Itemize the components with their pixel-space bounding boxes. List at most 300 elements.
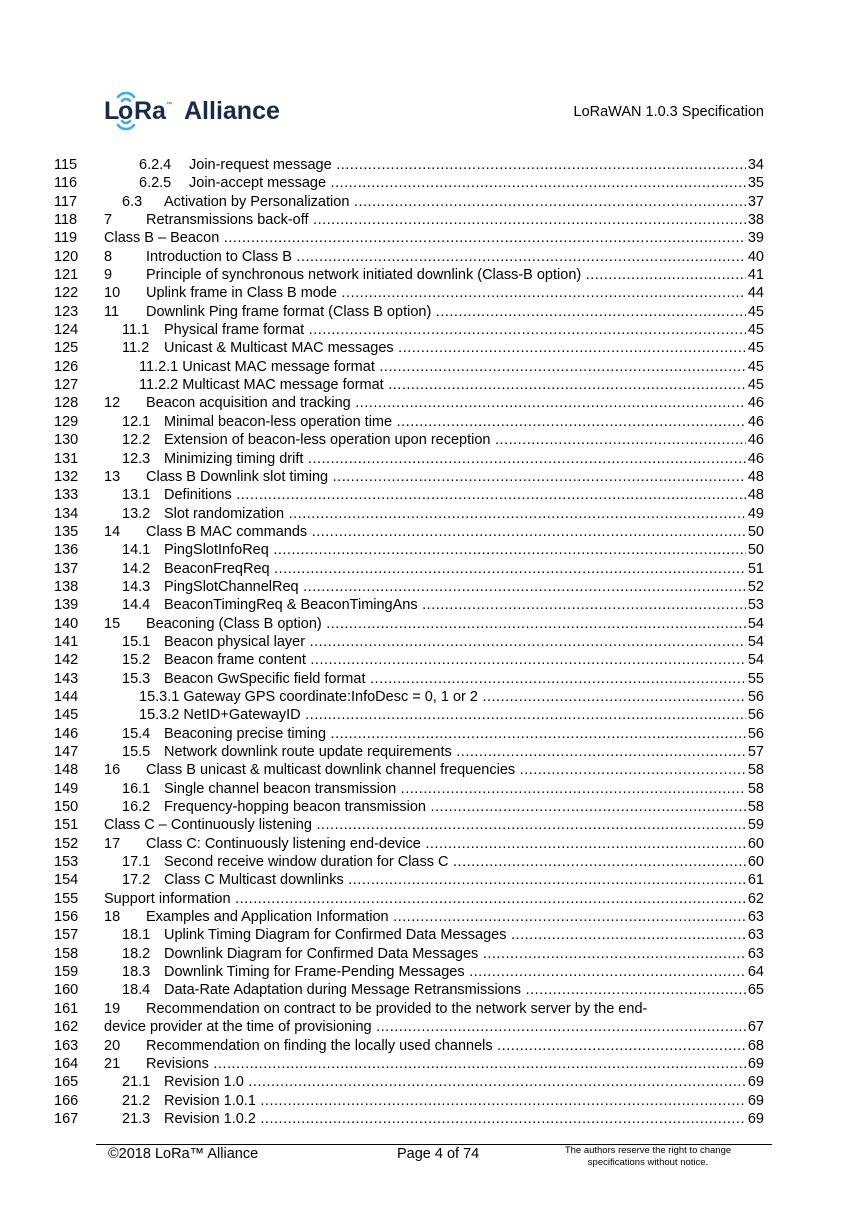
toc-entry[interactable]: [139, 706, 764, 724]
section-title: Frequency-hopping beacon transmission: [164, 799, 426, 816]
toc-entry-title: [104, 303, 746, 321]
page-ref: 46: [747, 450, 764, 467]
svg-text:Alliance: Alliance: [184, 97, 280, 125]
toc-entry-title: [122, 945, 746, 963]
line-number: 156: [54, 909, 79, 926]
section-number: 15.3: [122, 670, 151, 687]
toc-row: [0, 560, 868, 578]
toc-entry[interactable]: [122, 596, 764, 614]
section-title: Recommendation on contract to be provided to the network server by the end-: [146, 1000, 648, 1017]
toc-entry[interactable]: [104, 229, 764, 247]
line-number: 151: [54, 817, 79, 834]
section-number: 15.5: [122, 744, 151, 760]
toc-entry[interactable]: [104, 303, 764, 321]
page-ref: 57: [747, 744, 764, 760]
toc-entry-title: [139, 156, 746, 174]
toc-entry[interactable]: [122, 981, 764, 999]
section-title: Single channel beacon transmission: [164, 780, 397, 797]
toc-entry-title: [122, 1092, 746, 1110]
toc-row: [0, 743, 868, 761]
line-number: 139: [54, 597, 79, 614]
section-number: 17.1: [122, 854, 151, 871]
toc-entry[interactable]: [122, 1073, 764, 1091]
section-title: Network downlink route update requirements: [164, 744, 452, 760]
section-title: Uplink frame in Class B mode: [146, 285, 337, 302]
toc-row: [0, 174, 868, 192]
toc-row: [0, 303, 868, 321]
section-title: Downlink Diagram for Confirmed Data Messages: [164, 945, 479, 962]
toc-entry[interactable]: [122, 945, 764, 963]
page-ref: 62: [747, 890, 764, 907]
toc-entry[interactable]: [122, 450, 764, 468]
toc-entry-title: [122, 743, 746, 761]
toc-entry[interactable]: [122, 560, 764, 578]
toc-row: [0, 706, 868, 724]
section-title: Minimizing timing drift: [164, 450, 304, 467]
page-ref: 67: [747, 1019, 764, 1036]
toc-entry-title: [122, 651, 746, 669]
toc-entry-title: [122, 541, 746, 559]
toc-entry[interactable]: [104, 908, 764, 926]
toc-row: [0, 358, 868, 376]
footer-page-number: Page 4 of 74: [397, 1146, 480, 1162]
section-title: BeaconFreqReq: [164, 560, 270, 577]
toc-entry-title: [104, 523, 746, 541]
section-title: Revision 1.0.1: [164, 1092, 256, 1109]
toc-entry-title: [122, 633, 746, 651]
toc-entry-title: [122, 871, 746, 889]
toc-entry-title: [122, 596, 746, 614]
toc-row: [0, 596, 868, 614]
toc-entry[interactable]: [122, 321, 764, 339]
toc-entry-title: [122, 1110, 746, 1128]
line-number: 126: [54, 358, 79, 375]
toc-row: [0, 1110, 868, 1128]
section-title: Class C – Continuously listening: [104, 817, 312, 834]
lora-alliance-logo: [104, 88, 304, 134]
line-number: 147: [54, 744, 79, 760]
section-number: 21.1: [122, 1074, 151, 1091]
page-ref: 58: [747, 762, 764, 779]
page-ref: 50: [747, 542, 764, 559]
toc-entry[interactable]: [122, 431, 764, 449]
toc-row: [0, 1037, 868, 1055]
toc-entry[interactable]: [122, 633, 764, 651]
section-title: Data-Rate Adaptation during Message Retransmissions: [164, 982, 522, 999]
toc-entry[interactable]: [104, 468, 764, 486]
section-title: Class B MAC commands: [146, 523, 308, 540]
page-ref: 41: [747, 267, 764, 284]
toc-entry[interactable]: [122, 670, 764, 688]
toc-entry-title: [104, 761, 746, 779]
line-number: 142: [54, 652, 79, 669]
toc-entry-title: [104, 1018, 746, 1036]
section-number: 6.2.4: [139, 157, 172, 173]
section-title: Beacon acquisition and tracking: [146, 395, 351, 412]
page-ref: 63: [747, 927, 764, 944]
line-number: 143: [54, 670, 79, 687]
page-ref: 52: [747, 578, 764, 595]
line-number: 167: [54, 1110, 79, 1127]
toc-entry-title: [122, 670, 746, 688]
toc-entry[interactable]: [122, 339, 764, 357]
footer-notice-line2: specifications without notice.: [587, 1156, 709, 1168]
line-number: 149: [54, 780, 79, 797]
section-number: 11.2: [122, 340, 150, 357]
section-title: Retransmissions back-off: [146, 212, 309, 229]
toc-row: [0, 926, 868, 944]
toc-entry-title: [122, 853, 746, 871]
page-ref: 50: [747, 523, 764, 540]
section-number: 21.3: [122, 1110, 151, 1127]
toc-entry[interactable]: [122, 651, 764, 669]
toc-entry[interactable]: [104, 248, 764, 266]
toc-entry[interactable]: [122, 798, 764, 816]
toc-entry-title: [122, 963, 746, 981]
page-ref: 34: [747, 157, 764, 173]
page-ref: 35: [747, 175, 764, 192]
toc-row: [0, 853, 868, 871]
line-number: 165: [54, 1074, 79, 1091]
toc-row: [0, 981, 868, 999]
toc-entry-title: [104, 248, 746, 266]
page-ref: 56: [747, 707, 764, 724]
section-title: PingSlotChannelReq: [164, 578, 299, 595]
page-ref: 64: [747, 964, 764, 981]
section-title: Examples and Application Information: [146, 909, 389, 926]
spec-title: LoRaWAN 1.0.3 Specification: [573, 104, 764, 120]
toc-entry-title: [122, 1073, 746, 1091]
section-title: Recommendation on finding the locally used channels: [146, 1037, 493, 1054]
line-number: 134: [54, 505, 79, 522]
svg-text:Ra: Ra: [134, 97, 166, 125]
toc-row: [0, 688, 868, 706]
toc-entry[interactable]: [122, 578, 764, 596]
toc-entry[interactable]: [104, 523, 764, 541]
toc-entry[interactable]: [122, 853, 764, 871]
line-number: 146: [54, 725, 79, 742]
toc-entry-title: [122, 981, 746, 999]
toc-entry[interactable]: [139, 174, 764, 192]
toc-entry[interactable]: [104, 1037, 764, 1055]
section-title: 15.3.1 Gateway GPS coordinate:InfoDesc = 0, 1 or 2: [139, 688, 478, 705]
section-number: 17.2: [122, 872, 151, 889]
section-title: Beaconing precise timing: [164, 725, 327, 742]
toc-entry-title: [104, 908, 746, 926]
section-title: Activation by Personalization: [164, 193, 350, 210]
line-number: 118: [54, 212, 78, 229]
toc-entry[interactable]: [139, 376, 764, 394]
section-title: Beacon GwSpecific field format: [164, 670, 366, 687]
toc-row: [0, 229, 868, 247]
section-number: 6.2.5: [139, 175, 172, 192]
footer-notice: [548, 1145, 748, 1168]
toc-row: [0, 1000, 868, 1018]
toc-entry[interactable]: [122, 1110, 764, 1128]
toc-row: [0, 615, 868, 633]
toc-entry[interactable]: [139, 688, 764, 706]
section-title: Slot randomization: [164, 505, 285, 522]
section-title: Class C: Continuously listening end-device: [146, 835, 421, 852]
section-title: Downlink Timing for Frame-Pending Messages: [164, 964, 465, 981]
section-title: Support information: [104, 890, 231, 907]
toc-row: [0, 541, 868, 559]
section-title: Physical frame format: [164, 322, 305, 339]
line-number: 123: [54, 303, 79, 320]
line-number: 125: [54, 340, 79, 357]
table-of-contents: [0, 156, 868, 1128]
toc-entry[interactable]: [104, 266, 764, 284]
toc-row: [0, 394, 868, 412]
page-ref: 45: [747, 303, 764, 320]
toc-row: [0, 945, 868, 963]
svg-text:L: L: [104, 97, 120, 125]
section-number: 15.4: [122, 725, 151, 742]
toc-entry-title: [122, 560, 746, 578]
toc-entry[interactable]: [122, 963, 764, 981]
svg-text:o: o: [118, 97, 134, 125]
toc-row: [0, 266, 868, 284]
toc-entry-title: [122, 505, 746, 523]
toc-entry[interactable]: [104, 284, 764, 302]
page-ref: 46: [747, 413, 764, 430]
toc-row: [0, 1055, 868, 1073]
toc-entry-title: [104, 615, 746, 633]
toc-entry[interactable]: [122, 743, 764, 761]
page-ref: 38: [747, 212, 764, 229]
page-ref: 63: [747, 909, 764, 926]
lora-logo-graphic: [104, 88, 304, 134]
line-number: 137: [54, 560, 79, 577]
line-number: 122: [54, 285, 79, 302]
toc-entry[interactable]: [104, 890, 764, 908]
section-number: 6.3: [122, 193, 143, 210]
toc-row: [0, 578, 868, 596]
section-number: 10: [104, 285, 121, 302]
section-number: 13: [104, 468, 121, 485]
page-ref: 61: [747, 872, 764, 889]
footer-copyright: ©2018 LoRa™ Alliance: [108, 1146, 259, 1162]
line-number: 150: [54, 799, 79, 816]
toc-row: [0, 835, 868, 853]
toc-entry-title: [139, 358, 746, 376]
page-ref: 58: [747, 780, 764, 797]
section-number: 19: [104, 1000, 121, 1017]
line-number: 119: [54, 230, 78, 247]
page-ref: 60: [747, 835, 764, 852]
toc-entry-title: [104, 229, 746, 247]
section-number: 16.1: [122, 780, 151, 797]
toc-entry-title: [104, 1037, 746, 1055]
page-ref: 45: [747, 377, 764, 394]
page-ref: 48: [747, 468, 764, 485]
page-ref: 45: [747, 358, 764, 375]
line-number: 129: [54, 413, 79, 430]
line-number: 141: [54, 633, 79, 650]
toc-entry-title: [122, 339, 746, 357]
section-number: 15: [104, 615, 121, 632]
line-number: 144: [54, 688, 79, 705]
page-ref: 65: [747, 982, 764, 999]
line-number: 135: [54, 523, 79, 540]
page-ref: 69: [747, 1055, 764, 1072]
toc-row: [0, 871, 868, 889]
section-title: Class B unicast & multicast downlink channel frequencies: [146, 762, 516, 779]
line-number: 130: [54, 432, 79, 449]
section-title: Revisions: [146, 1055, 209, 1072]
toc-entry[interactable]: [104, 835, 764, 853]
toc-row: [0, 193, 868, 211]
toc-entry[interactable]: [122, 780, 764, 798]
toc-entry[interactable]: [104, 1000, 764, 1018]
section-number: 7: [104, 212, 113, 229]
section-number: 15.1: [122, 633, 151, 650]
toc-row: [0, 780, 868, 798]
toc-row: [0, 468, 868, 486]
section-title: PingSlotInfoReq: [164, 542, 269, 559]
toc-entry-title: [139, 706, 746, 724]
toc-entry-title: [122, 450, 746, 468]
section-number: 17: [104, 835, 121, 852]
toc-entry[interactable]: [122, 486, 764, 504]
section-number: 12.3: [122, 450, 151, 467]
page-ref: 56: [747, 725, 764, 742]
toc-entry[interactable]: [122, 505, 764, 523]
section-number: 15.2: [122, 652, 151, 669]
page-ref: 37: [747, 193, 764, 210]
toc-row: [0, 321, 868, 339]
page-ref: 54: [747, 652, 764, 669]
toc-row: [0, 248, 868, 266]
section-number: 14: [104, 523, 121, 540]
toc-entry-title: [139, 688, 746, 706]
section-title: 11.2.1 Unicast MAC message format: [139, 358, 375, 375]
toc-row: [0, 450, 868, 468]
toc-entry[interactable]: [122, 725, 764, 743]
section-title: Introduction to Class B: [146, 248, 292, 265]
toc-entry[interactable]: [122, 1092, 764, 1110]
toc-row: [0, 339, 868, 357]
toc-entry-title: [139, 174, 746, 192]
toc-entry[interactable]: [104, 1018, 764, 1036]
line-number: 158: [54, 945, 79, 962]
toc-entry[interactable]: [122, 541, 764, 559]
section-title: Join-request message: [189, 157, 332, 173]
toc-entry[interactable]: [104, 211, 764, 229]
section-title: Downlink Ping frame format (Class B option): [146, 303, 432, 320]
toc-entry-title: [104, 211, 746, 229]
page-ref: 63: [747, 945, 764, 962]
page-ref: 69: [747, 1074, 764, 1091]
toc-entry[interactable]: [104, 394, 764, 412]
section-number: 12.1: [122, 413, 151, 430]
toc-entry-title: [104, 284, 746, 302]
section-number: 14.1: [122, 542, 151, 559]
toc-entry[interactable]: [122, 926, 764, 944]
section-number: 9: [104, 267, 113, 284]
page-ref: 46: [747, 395, 764, 412]
toc-entry[interactable]: [104, 1055, 764, 1073]
toc-entry[interactable]: [139, 358, 764, 376]
toc-entry-title: [104, 835, 746, 853]
section-title: Revision 1.0: [164, 1074, 244, 1091]
toc-entry-title: [139, 376, 746, 394]
section-title: Definitions: [164, 487, 232, 504]
section-number: 12.2: [122, 432, 151, 449]
toc-entry-title: [104, 1000, 764, 1018]
line-number: 131: [54, 450, 79, 467]
page-ref: 45: [747, 322, 764, 339]
toc-row: [0, 1018, 868, 1036]
section-number: 18: [104, 909, 121, 926]
toc-entry-title: [122, 193, 746, 211]
toc-row: [0, 908, 868, 926]
toc-entry-title: [122, 725, 746, 743]
toc-entry-title: [122, 578, 746, 596]
section-title: Class B Downlink slot timing: [146, 468, 329, 485]
page-ref: 60: [747, 854, 764, 871]
toc-entry[interactable]: [122, 871, 764, 889]
section-number: 12: [104, 395, 121, 412]
section-number: 16: [104, 762, 121, 779]
page-ref: 39: [747, 230, 764, 247]
toc-row: [0, 211, 868, 229]
section-number: 18.1: [122, 927, 151, 944]
toc-entry[interactable]: [104, 615, 764, 633]
page-ref: 68: [747, 1037, 764, 1054]
line-number: 140: [54, 615, 79, 632]
section-number: 20: [104, 1037, 121, 1054]
toc-row: [0, 761, 868, 779]
toc-entry[interactable]: [104, 816, 764, 834]
toc-entry-title: [122, 413, 746, 431]
line-number: 160: [54, 982, 79, 999]
section-number: 14.2: [122, 560, 151, 577]
footer-notice-line1: The authors reserve the right to change: [564, 1145, 732, 1156]
page-ref: 51: [747, 560, 764, 577]
section-number: 18.2: [122, 945, 151, 962]
toc-entry-title: [104, 890, 746, 908]
section-title: Second receive window duration for Class C: [164, 854, 449, 871]
section-number: 21.2: [122, 1092, 151, 1109]
line-number: 121: [54, 267, 79, 284]
toc-entry[interactable]: [104, 761, 764, 779]
toc-entry-title: [122, 926, 746, 944]
section-title: Join-accept message: [189, 175, 327, 192]
line-number: 138: [54, 578, 79, 595]
line-number: 161: [54, 1000, 79, 1017]
line-number: 148: [54, 762, 79, 779]
page-ref: 56: [747, 688, 764, 705]
section-number: 13.2: [122, 505, 151, 522]
section-title: Extension of beacon-less operation upon reception: [164, 432, 491, 449]
section-title: 15.3.2 NetID+GatewayID: [139, 707, 301, 724]
line-number: 155: [54, 890, 79, 907]
section-title: BeaconTimingReq & BeaconTimingAns: [164, 597, 418, 614]
page-ref: 45: [747, 340, 764, 357]
toc-row: [0, 890, 868, 908]
toc-entry-title: [122, 321, 746, 339]
line-number: 133: [54, 487, 79, 504]
toc-row: [0, 376, 868, 394]
toc-row: [0, 798, 868, 816]
section-title: Beaconing (Class B option): [146, 615, 322, 632]
toc-entry[interactable]: [122, 413, 764, 431]
toc-entry[interactable]: [139, 156, 764, 174]
toc-entry[interactable]: [122, 193, 764, 211]
toc-row: [0, 505, 868, 523]
page-ref: 46: [747, 432, 764, 449]
